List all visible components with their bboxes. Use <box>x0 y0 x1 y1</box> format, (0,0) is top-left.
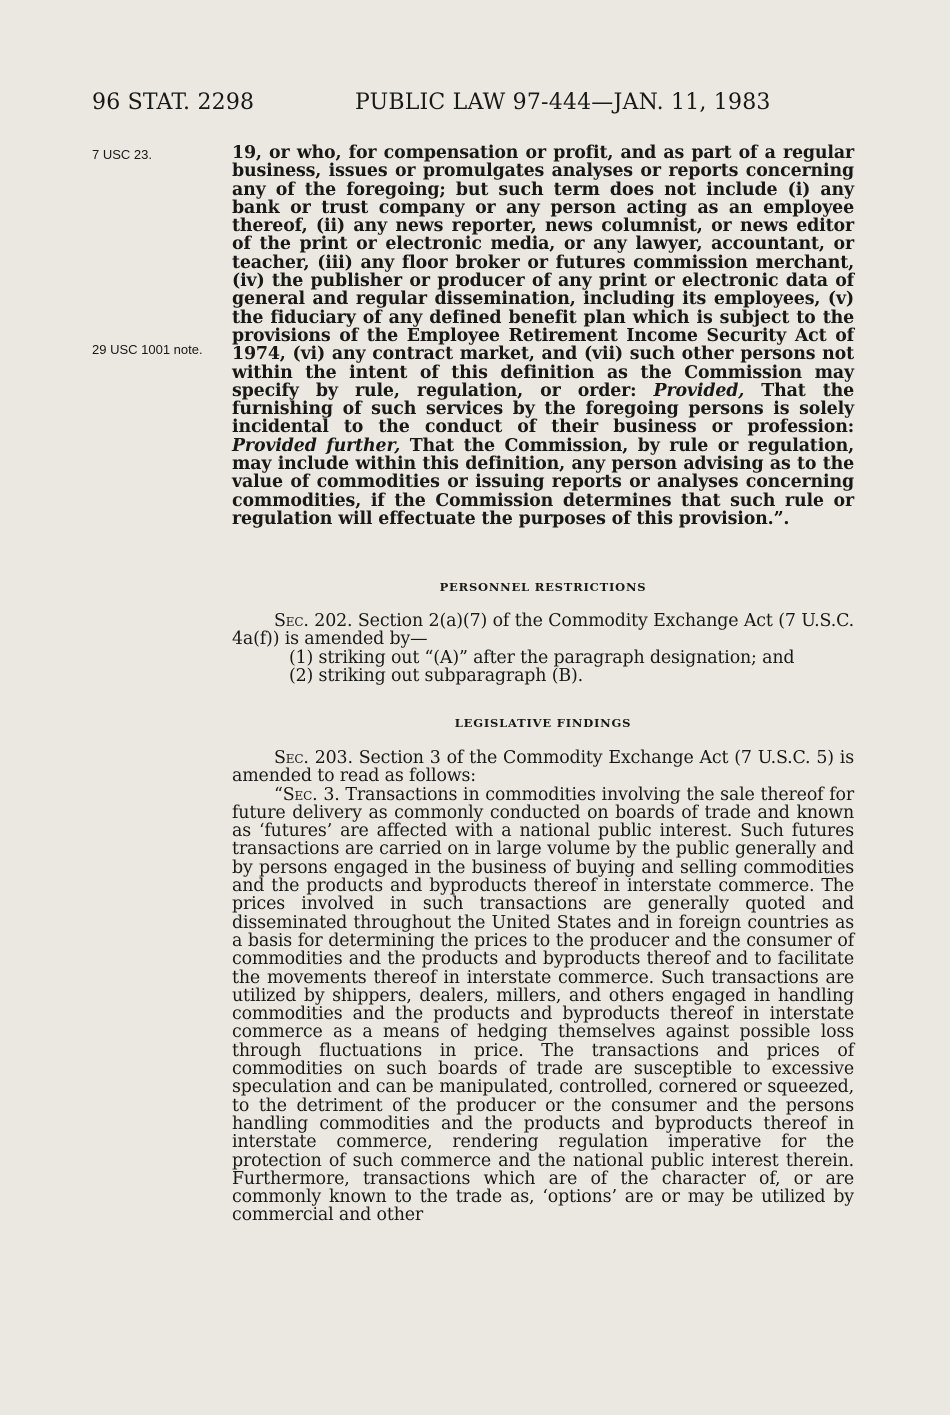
section-3-quoted-text <box>232 786 854 1225</box>
section-202-label: Sec <box>274 611 304 631</box>
section-203-label: Sec <box>274 748 304 768</box>
quote-open-mark: “ <box>274 784 283 805</box>
margin-note-7-usc-23: 7 USC 23. <box>92 147 152 162</box>
section-203-intro <box>232 749 854 786</box>
section-202-item-1: (1) striking out “(A)” after the paragraph designation; and <box>289 647 795 668</box>
section-202-item-2: (2) striking out subparagraph (B). <box>289 665 583 686</box>
definition-text-part-c: That the Commission, by rule or regulation, may include within this definition, any person advising as to the value of commodities or issuing reports or analyses concerning commodities, if the Commission determines that such rule or regulation will effectuate the purposes of this provision.”. <box>232 435 854 529</box>
public-law-title: PUBLIC LAW 97-444—JAN. 11, 1983 <box>355 90 771 115</box>
definition-text <box>232 144 854 528</box>
section-3-body: . 3. Transactions in commodities involving the sale thereof for future delivery as commonly conducted on boards of trade and known as ‘futures’ are affected with a national public interest. Such futures transactions are carried on in large volume by the public generally and by persons engaged in the business of buying and selling commodities and the products and byproducts thereof in interstate commerce. The prices involved in such transactions are generally quoted and disseminated throughout the United States and in foreign countries as a basis for determining the prices to the producer and the consumer of commodities and the products and byproducts thereof and to facilitate the movements thereof in interstate commerce. Such transactions are utilized by shippers, dealers, millers, and others engaged in handling commodities and the products and byproducts thereof in interstate commerce as a means of hedging themselves against possible loss through fluctuations in price. The transactions and prices of commodities on such boards of trade are susceptible to excessive speculation and can be manipulated, controlled, cornered or squeezed, to the detriment of the producer or the consumer and the persons handling commodities and the products and byproducts thereof in interstate commerce, rendering regulation imperative for the protection of such commerce and the national public interest therein. Furthermore, transactions which are of the character of, or are commonly known to the trade as, ‘options’ are or may be utilized by commercial and other <box>232 784 854 1226</box>
section-202-intro <box>232 612 854 649</box>
margin-note-29-usc-1001: 29 USC 1001 note. <box>92 342 203 357</box>
section-202-intro-text: . 202. Section 2(a)(7) of the Commodity Exchange Act (7 U.S.C. 4a(f)) is amended by— <box>232 611 854 650</box>
section-3-label: Sec <box>282 784 313 805</box>
section-203 <box>232 749 854 1225</box>
proviso-1: Provided, <box>653 380 745 401</box>
heading-legislative-findings: LEGISLATIVE FINDINGS <box>454 716 632 730</box>
paragraph-definition-continuation <box>232 144 854 528</box>
proviso-2: Provided further, <box>232 435 401 456</box>
statute-page-number: 96 STAT. 2298 <box>92 90 255 115</box>
section-202 <box>232 612 854 685</box>
definition-text-part-b: That the furnishing of such services by the foregoing persons is solely incidental to the conduct of their business or profession: <box>232 380 854 438</box>
definition-text-part-a: 19, or who, for compensation or profit, and as part of a regular business, issues or promulgates analyses or reports concerning any of the foregoing; but such term does not include (i) any bank or trust company or any person acting as an employee thereof, (ii) any news reporter, news columnist, or news editor of the print or electronic media, or any lawyer, accountant, or teacher, (iii) any floor broker or futures commission merchant, (iv) the publisher or producer of any print or electronic data of general and regular dissemination, including its employees, (v) the fiduciary of any defined benefit plan which is subject to the provisions of the Employee Retirement Income Security Act of 1974, (vi) any contract market, and (vii) such other persons not within the intent of this definition as the Commission may specify by rule, regulation, or order: <box>232 143 854 401</box>
section-203-intro-text: . 203. Section 3 of the Commodity Exchange Act (7 U.S.C. 5) is amended to read as follows: <box>232 748 854 787</box>
heading-personnel-restrictions: PERSONNEL RESTRICTIONS <box>439 580 647 594</box>
